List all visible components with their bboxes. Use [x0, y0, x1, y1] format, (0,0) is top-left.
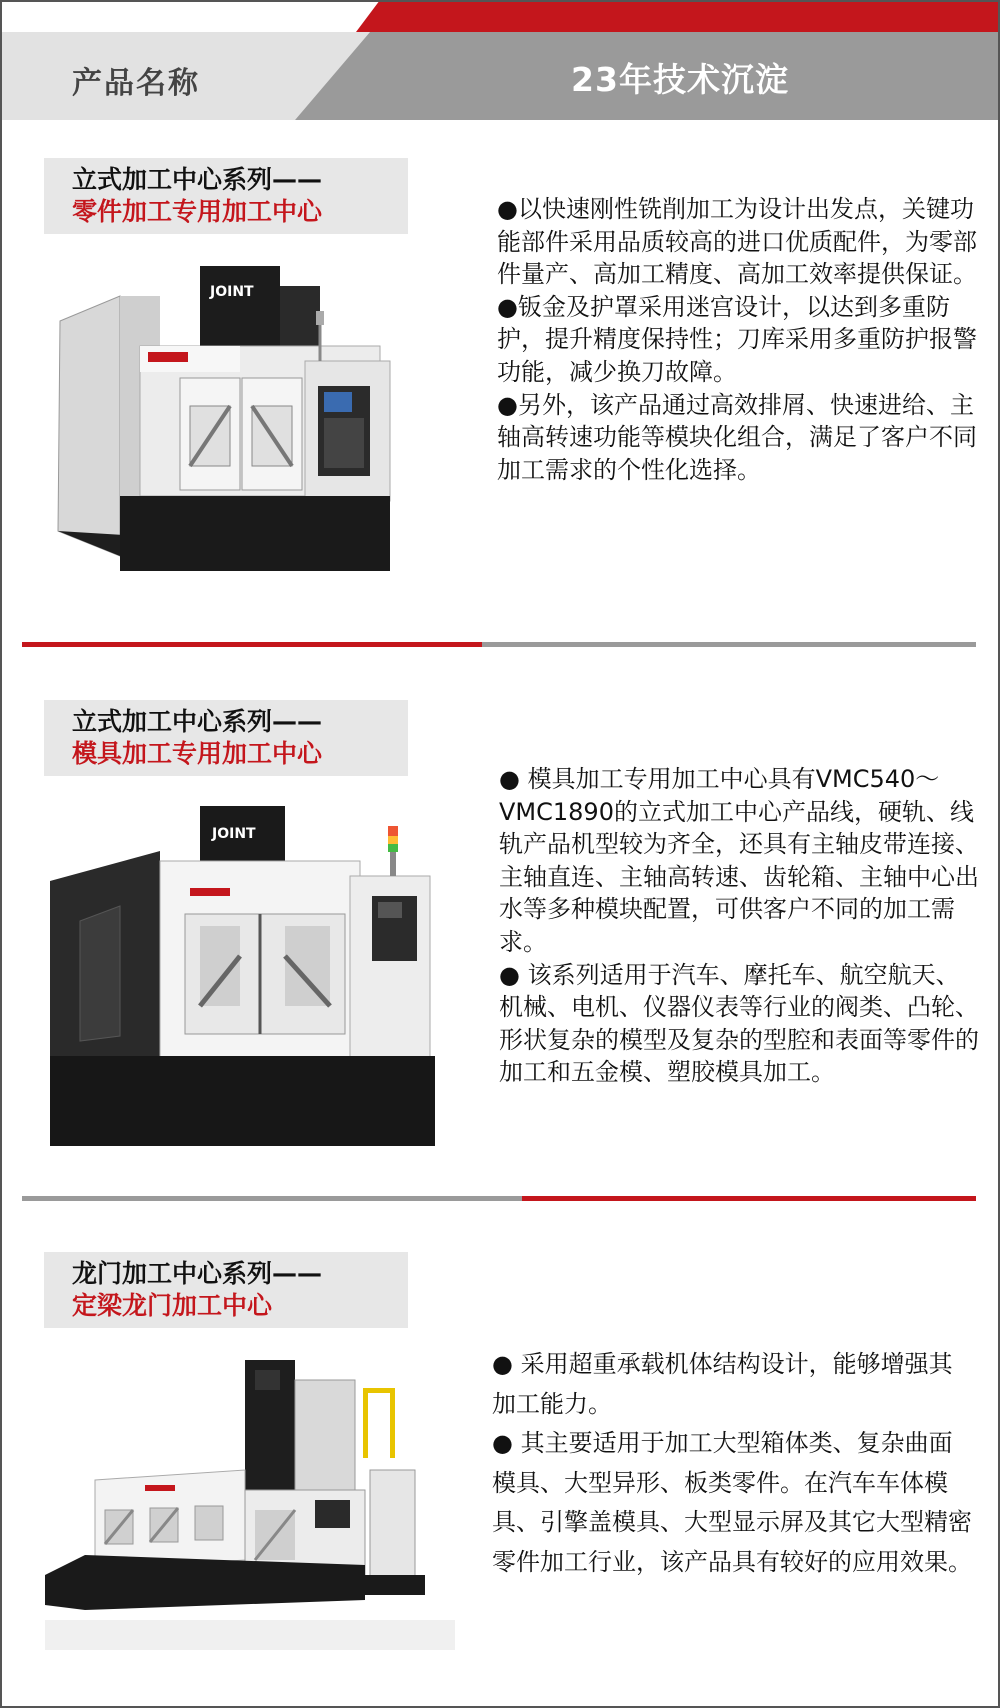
header-banner: [0, 0, 1000, 122]
section-divider: [22, 642, 976, 647]
description-paragraph: ● 该系列适用于汽车、摩托车、航空航天、机械、电机、仪器仪表等行业的阀类、凸轮、形状复杂的模型及复杂的型腔和表面等零件的加工和五金模、塑胶模具加工。: [499, 960, 979, 1087]
description-paragraph: ●另外，该产品通过高效排屑、快速进给、主轴高转速功能等模块化组合，满足了客户不同加工需求的个性化选择。: [497, 390, 977, 484]
description-paragraph: ●以快速刚性铣削加工为设计出发点，关键功能部件采用品质较高的进口优质配件，为零部件量产、高加工精度、高加工效率提供保证。: [497, 195, 977, 289]
section-description: [492, 1345, 972, 1582]
section-product-title: 零件加工专用加工中心: [72, 197, 323, 226]
section-description: [499, 763, 979, 1089]
description-paragraph: ●钣金及护罩采用迷宫设计，以达到多重防护，提升精度保持性；刀库采用多重防护报警功能，减少换刀故障。: [497, 292, 977, 386]
description-paragraph: ● 模具加工专用加工中心具有VMC540～VMC1890的立式加工中心产品线，硬轨、线轨产品机型较为齐全，还具有主轴皮带连接、主轴直连、主轴高转速、齿轮箱、主轴中心出水等多种模块配置，可供客户不同的加工需求。: [499, 765, 979, 956]
section-series-title: 立式加工中心系列——: [72, 707, 323, 736]
gantry-machining-center-image: [45, 1360, 455, 1650]
section-series-title: 龙门加工中心系列——: [72, 1259, 323, 1288]
section-product-title: 定梁龙门加工中心: [72, 1291, 273, 1320]
section-product-title: 模具加工专用加工中心: [72, 739, 323, 768]
section-title-box: [44, 158, 408, 234]
section-description: [497, 193, 977, 486]
svg-text:JOINT: JOINT: [210, 284, 254, 300]
vertical-machining-center-image: [50, 266, 430, 586]
tech-years-label: 23年技术沉淀: [571, 60, 789, 99]
mold-machining-center-image: [50, 806, 440, 1146]
svg-text:JOINT: JOINT: [212, 826, 256, 842]
section-divider: [22, 1196, 976, 1201]
section-title-box: [44, 1252, 408, 1328]
section-title-box: [44, 700, 408, 776]
description-paragraph: ● 采用超重承载机体结构设计，能够增强其加工能力。: [492, 1350, 953, 1418]
description-paragraph: ● 其主要适用于加工大型箱体类、复杂曲面模具、大型异形、板类零件。在汽车车体模具、引擎盖模具、大型显示屏及其它大型精密零件加工行业，该产品具有较好的应用效果。: [492, 1429, 972, 1576]
section-series-title: 立式加工中心系列——: [72, 165, 323, 194]
product-name-label: 产品名称: [72, 66, 200, 101]
